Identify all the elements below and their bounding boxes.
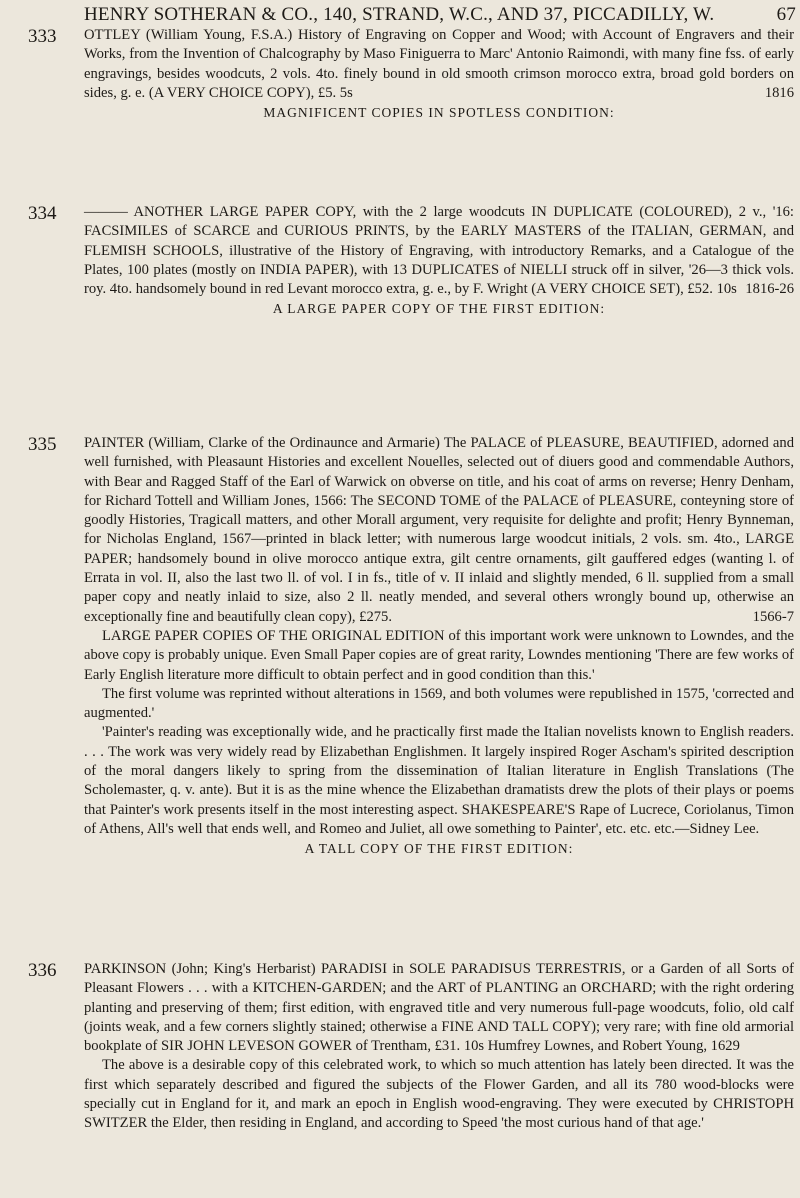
- lot-note: The above is a desirable copy of this celebrated work, to which so much attention has lately been directed. It was the first which separately described and figured the subjects of the Flower Garden, and all its 780 wood-blocks were specially cut in England for it, and mark an epoch in English wood-engraving. They were executed by CHRISTOPH SWITZER the Elder, then residing in England, and according to Speed 'the most curious hand of that age.': [84, 1057, 794, 1132]
- lot-number: 333: [28, 26, 57, 47]
- section-subhead: A LARGE PAPER COPY OF THE FIRST EDITION:: [272, 301, 606, 317]
- section-subhead: A TALL COPY OF THE FIRST EDITION:: [304, 841, 574, 857]
- lot-date: 1816: [764, 84, 794, 101]
- lot-number: 335: [28, 434, 57, 455]
- lot-description: [84, 26, 794, 122]
- lot-description: [84, 960, 794, 1134]
- lot-text: OTTLEY (William Young, F.S.A.) History of Engraving on Copper and Wood; with Account of Engravers and their Works, from the Invention of Chalcography by Maso Finiguerra to Marc' Antonio Raimondi, with many fine fss. of early engravings, besides woodcuts, 2 vols. 4to. finely bound in old smooth crimson morocco extra, broad gold borders on sides, g. e. (A VERY CHOICE COPY), £5. 5s 1816: [84, 26, 794, 103]
- lot-text: PAINTER (William, Clarke of the Ordinaunce and Armarie) The PALACE of PLEASURE, BEAUTIFIED, adorned and well furnished, with Pleasaunt Histories and excellent Nouelles, selected out of diuers good and commendable Authors, with Bear and Ragged Staff of the Earl of Warwick on obverse on title, and his coat of arms on reverse; Henry Denham, for Richard Tottell and William Jones, 1566: The SECOND TOME of the PALACE of PLEASURE, conteyning store of goodly Histories, Tragicall matters, and other Morall argument, very requisite for delighte and profit; Henry Bynneman, for Nicholas England, 1567—printed in black letter; with numerous large woodcut initials, 2 vols. sm. 4to., LARGE PAPER; handsomely bound in olive morocco antique extra, gilt centre ornaments, gilt gauffered edges (wanting l. of Errata in vol. II, also the last two ll. of vol. I in fs., title of v. II inlaid and slightly mended, 6 ll. supplied from a small paper copy and neatly inlaid to size, also 2 ll. neatly mended, and several others wrongly bound up, otherwise an exceptionally fine and beautifully clean copy), £275. 1566-7: [84, 434, 794, 627]
- publisher-line: HENRY SOTHERAN & CO., 140, STRAND, W.C., AND 37, PICCADILLY, W.: [84, 4, 715, 25]
- lot-note: 'Painter's reading was exceptionally wide, and he practically first made the Italian novelists known to English readers. . . . The work was very widely read by Elizabethan Englishmen. It largely inspired Roger Ascham's spirited description of the moral dangers likely to spring from the dissemination of Italian literature in English Translations (The Scholemaster, q. v. ante). But it is as the mine whence the Elizabethan dramatists drew the plots of their plays or poems that Painter's work presents itself in the most interesting aspect. SHAKESPEARE'S Rape of Lucrece, Coriolanus, Timon of Athens, All's well that ends well, and Romeo and Juliet, all owe something to Painter', etc. etc. etc.—Sidney Lee.: [84, 724, 794, 837]
- lot-note: The first volume was reprinted without alterations in 1569, and both volumes were republished in 1575, 'corrected and augmented.': [84, 685, 795, 722]
- section-subhead: MAGNIFICENT COPIES IN SPOTLESS CONDITION:: [263, 105, 615, 121]
- page-number: 67: [776, 4, 796, 25]
- lot-date: 1566-7: [752, 608, 794, 625]
- lot-description: [84, 203, 794, 319]
- lot-note: LARGE PAPER COPIES OF THE ORIGINAL EDITION of this important work were unknown to Lowndes, and the above copy is probably unique. Even Small Paper copies are of great rarity, Lowndes mentioning 'There are few works of Early English literature more difficult to obtain perfect and in good condition than this.': [84, 627, 794, 683]
- lot-number: 334: [28, 203, 57, 224]
- lot-description: [84, 434, 794, 859]
- running-head: [84, 4, 796, 26]
- lot-number: 336: [28, 960, 57, 981]
- lot-date: 1816-26: [745, 281, 794, 298]
- lot-text: PARKINSON (John; King's Herbarist) PARADISI in SOLE PARADISUS TERRESTRIS, or a Garden of all Sorts of Pleasant Flowers . . . with a KITCHEN-GARDEN; and the ART of PLANTING an ORCHARD; with the right ordering planting and preserving of them; first edition, with engraved title and very numerous full-page woodcuts, folio, old calf (joints weak, and a few corners slightly stained; otherwise a FINE AND TALL COPY); very rare; with fine old armorial bookplate of SIR JOHN LEVESON GOWER of Trentham, £31. 10s Humfrey Lownes, and Robert Young, 1629: [84, 961, 794, 1055]
- lot-text: ——— ANOTHER LARGE PAPER COPY, with the 2 large woodcuts IN DUPLICATE (COLOURED), 2 v., '16: FACSIMILES of SCARCE and CURIOUS PRINTS, by the EARLY MASTERS of the ITALIAN, GERMAN, and FLEMISH SCHOOLS, illustrative of the History of Engraving, with introductory Remarks, and a Catalogue of the Plates, 100 plates (mostly on INDIA PAPER), with 13 DUPLICATES of NIELLI struck off in silver, '26—3 thick vols. roy. 4to. handsomely bound in red Levant morocco extra, g. e., by F. Wright (A VERY CHOICE SET), £52. 10s 1816-26: [84, 203, 794, 299]
